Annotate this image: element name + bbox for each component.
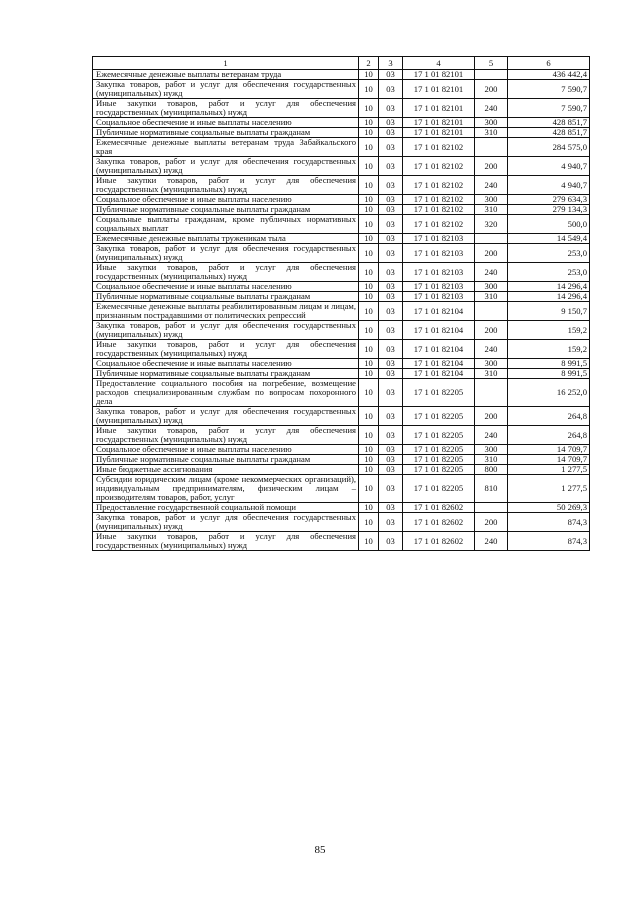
- cell-section: 10: [359, 234, 379, 244]
- cell-subsection: 03: [379, 263, 403, 282]
- cell-amount: 14 296,4: [508, 282, 590, 292]
- cell-section: 10: [359, 407, 379, 426]
- cell-subsection: 03: [379, 426, 403, 445]
- cell-expense-type: 200: [475, 80, 508, 99]
- cell-name: Ежемесячные денежные выплаты реабилитированным лицам и лицам, признанным пострадавшими от политических репрессий: [93, 302, 359, 321]
- cell-target-code: 17 1 01 82102: [403, 176, 475, 195]
- cell-name: Ежемесячные денежные выплаты труженикам тыла: [93, 234, 359, 244]
- cell-amount: 428 851,7: [508, 118, 590, 128]
- cell-name: Публичные нормативные социальные выплаты гражданам: [93, 455, 359, 465]
- cell-amount: 500,0: [508, 215, 590, 234]
- cell-subsection: 03: [379, 359, 403, 369]
- cell-target-code: 17 1 01 82602: [403, 513, 475, 532]
- cell-expense-type: 310: [475, 292, 508, 302]
- cell-target-code: 17 1 01 82104: [403, 340, 475, 359]
- table-row: [93, 407, 590, 426]
- cell-expense-type: 240: [475, 532, 508, 551]
- cell-name: Иные бюджетные ассигнования: [93, 465, 359, 475]
- table-header: [93, 57, 590, 70]
- cell-amount: 9 150,7: [508, 302, 590, 321]
- cell-name: Закупка товаров, работ и услуг для обеспечения государственных (муниципальных) нужд: [93, 157, 359, 176]
- cell-expense-type: [475, 302, 508, 321]
- header-col-3: 3: [379, 57, 403, 70]
- cell-subsection: 03: [379, 138, 403, 157]
- cell-expense-type: 200: [475, 244, 508, 263]
- cell-target-code: 17 1 01 82101: [403, 118, 475, 128]
- cell-name: Социальное обеспечение и иные выплаты населению: [93, 359, 359, 369]
- cell-expense-type: 240: [475, 340, 508, 359]
- cell-subsection: 03: [379, 70, 403, 80]
- cell-amount: 284 575,0: [508, 138, 590, 157]
- cell-subsection: 03: [379, 513, 403, 532]
- cell-section: 10: [359, 282, 379, 292]
- table-row: [93, 503, 590, 513]
- cell-amount: 279 634,3: [508, 195, 590, 205]
- cell-amount: 874,3: [508, 513, 590, 532]
- cell-expense-type: 300: [475, 282, 508, 292]
- cell-name: Предоставление государственной социальной помощи: [93, 503, 359, 513]
- cell-target-code: 17 1 01 82104: [403, 369, 475, 379]
- table-row: [93, 195, 590, 205]
- cell-name: Иные закупки товаров, работ и услуг для обеспечения государственных (муниципальных) нужд: [93, 99, 359, 118]
- cell-name: Социальное обеспечение и иные выплаты населению: [93, 118, 359, 128]
- cell-amount: 4 940,7: [508, 157, 590, 176]
- cell-target-code: 17 1 01 82103: [403, 234, 475, 244]
- cell-expense-type: [475, 70, 508, 80]
- cell-amount: 14 549,4: [508, 234, 590, 244]
- cell-name: Закупка товаров, работ и услуг для обеспечения государственных (муниципальных) нужд: [93, 321, 359, 340]
- cell-expense-type: 200: [475, 513, 508, 532]
- cell-section: 10: [359, 445, 379, 455]
- cell-amount: 253,0: [508, 263, 590, 282]
- cell-subsection: 03: [379, 503, 403, 513]
- cell-expense-type: 300: [475, 445, 508, 455]
- cell-amount: 14 709,7: [508, 445, 590, 455]
- page-number: 85: [314, 844, 326, 856]
- cell-expense-type: 300: [475, 359, 508, 369]
- cell-subsection: 03: [379, 176, 403, 195]
- cell-target-code: 17 1 01 82102: [403, 205, 475, 215]
- cell-section: 10: [359, 455, 379, 465]
- cell-expense-type: 240: [475, 426, 508, 445]
- cell-section: 10: [359, 80, 379, 99]
- cell-name: Иные закупки товаров, работ и услуг для обеспечения государственных (муниципальных) нужд: [93, 176, 359, 195]
- cell-subsection: 03: [379, 321, 403, 340]
- cell-name: Социальное обеспечение и иные выплаты населению: [93, 445, 359, 455]
- cell-section: 10: [359, 244, 379, 263]
- cell-name: Ежемесячные денежные выплаты ветеранам труда Забайкальского края: [93, 138, 359, 157]
- cell-section: 10: [359, 215, 379, 234]
- cell-target-code: 17 1 01 82104: [403, 321, 475, 340]
- table-row: [93, 379, 590, 407]
- cell-amount: 7 590,7: [508, 99, 590, 118]
- cell-target-code: 17 1 01 82205: [403, 475, 475, 503]
- cell-name: Закупка товаров, работ и услуг для обеспечения государственных (муниципальных) нужд: [93, 80, 359, 99]
- cell-name: Предоставление социального пособия на погребение, возмещение расходов специализированным службам по вопросам похоронного дела: [93, 379, 359, 407]
- cell-target-code: 17 1 01 82103: [403, 244, 475, 263]
- cell-expense-type: 200: [475, 407, 508, 426]
- cell-section: 10: [359, 321, 379, 340]
- cell-subsection: 03: [379, 215, 403, 234]
- table-row: [93, 532, 590, 551]
- cell-name: Социальное обеспечение и иные выплаты населению: [93, 195, 359, 205]
- table-row: [93, 321, 590, 340]
- cell-expense-type: [475, 379, 508, 407]
- cell-subsection: 03: [379, 205, 403, 215]
- cell-expense-type: 300: [475, 195, 508, 205]
- cell-target-code: 17 1 01 82602: [403, 532, 475, 551]
- cell-section: 10: [359, 465, 379, 475]
- cell-expense-type: [475, 138, 508, 157]
- cell-subsection: 03: [379, 475, 403, 503]
- table-row: [93, 359, 590, 369]
- table-row: [93, 292, 590, 302]
- cell-target-code: 17 1 01 82205: [403, 407, 475, 426]
- cell-target-code: 17 1 01 82102: [403, 138, 475, 157]
- cell-expense-type: 240: [475, 263, 508, 282]
- cell-subsection: 03: [379, 340, 403, 359]
- cell-section: 10: [359, 263, 379, 282]
- cell-target-code: 17 1 01 82101: [403, 99, 475, 118]
- cell-section: 10: [359, 426, 379, 445]
- budget-table: [92, 56, 590, 551]
- cell-section: 10: [359, 359, 379, 369]
- cell-amount: 4 940,7: [508, 176, 590, 195]
- cell-subsection: 03: [379, 80, 403, 99]
- cell-amount: 1 277,5: [508, 475, 590, 503]
- cell-amount: 436 442,4: [508, 70, 590, 80]
- cell-expense-type: 240: [475, 176, 508, 195]
- cell-subsection: 03: [379, 282, 403, 292]
- cell-target-code: 17 1 01 82103: [403, 282, 475, 292]
- cell-target-code: 17 1 01 82205: [403, 465, 475, 475]
- cell-subsection: 03: [379, 407, 403, 426]
- cell-expense-type: 310: [475, 128, 508, 138]
- table-row: [93, 118, 590, 128]
- cell-amount: 14 709,7: [508, 455, 590, 465]
- cell-target-code: 17 1 01 82205: [403, 445, 475, 455]
- cell-target-code: 17 1 01 82205: [403, 455, 475, 465]
- header-col-2: 2: [359, 57, 379, 70]
- cell-section: 10: [359, 292, 379, 302]
- table-row: [93, 244, 590, 263]
- header-row: [93, 57, 590, 70]
- cell-target-code: 17 1 01 82101: [403, 80, 475, 99]
- cell-target-code: 17 1 01 82205: [403, 426, 475, 445]
- cell-section: 10: [359, 379, 379, 407]
- cell-expense-type: 300: [475, 118, 508, 128]
- cell-name: Публичные нормативные социальные выплаты гражданам: [93, 128, 359, 138]
- cell-expense-type: 800: [475, 465, 508, 475]
- cell-amount: 8 991,5: [508, 369, 590, 379]
- cell-subsection: 03: [379, 99, 403, 118]
- cell-name: Ежемесячные денежные выплаты ветеранам труда: [93, 70, 359, 80]
- cell-expense-type: 240: [475, 99, 508, 118]
- cell-section: 10: [359, 157, 379, 176]
- cell-amount: 253,0: [508, 244, 590, 263]
- cell-name: Социальные выплаты гражданам, кроме публичных нормативных социальных выплат: [93, 215, 359, 234]
- cell-subsection: 03: [379, 195, 403, 205]
- cell-name: Субсидии юридическим лицам (кроме некоммерческих организаций), индивидуальным предпринимателям, физическим лицам – производителям товаров, работ, услуг: [93, 475, 359, 503]
- cell-expense-type: 200: [475, 321, 508, 340]
- cell-expense-type: 320: [475, 215, 508, 234]
- cell-target-code: 17 1 01 82205: [403, 379, 475, 407]
- table-row: [93, 70, 590, 80]
- cell-target-code: 17 1 01 82102: [403, 215, 475, 234]
- cell-subsection: 03: [379, 118, 403, 128]
- cell-subsection: 03: [379, 292, 403, 302]
- cell-name: Социальное обеспечение и иные выплаты населению: [93, 282, 359, 292]
- table-row: [93, 157, 590, 176]
- cell-name: Иные закупки товаров, работ и услуг для обеспечения государственных (муниципальных) нужд: [93, 263, 359, 282]
- cell-amount: 159,2: [508, 340, 590, 359]
- cell-expense-type: [475, 234, 508, 244]
- cell-amount: 7 590,7: [508, 80, 590, 99]
- cell-name: Публичные нормативные социальные выплаты гражданам: [93, 369, 359, 379]
- cell-section: 10: [359, 118, 379, 128]
- cell-expense-type: 810: [475, 475, 508, 503]
- cell-expense-type: 310: [475, 369, 508, 379]
- header-col-4: 4: [403, 57, 475, 70]
- cell-amount: 14 296,4: [508, 292, 590, 302]
- cell-target-code: 17 1 01 82101: [403, 70, 475, 80]
- cell-amount: 264,8: [508, 407, 590, 426]
- cell-name: Закупка товаров, работ и услуг для обеспечения государственных (муниципальных) нужд: [93, 513, 359, 532]
- cell-section: 10: [359, 128, 379, 138]
- table-row: [93, 176, 590, 195]
- table-row: [93, 138, 590, 157]
- table-row: [93, 128, 590, 138]
- header-col-1: 1: [93, 57, 359, 70]
- cell-subsection: 03: [379, 532, 403, 551]
- table-row: [93, 513, 590, 532]
- table-row: [93, 465, 590, 475]
- cell-section: 10: [359, 340, 379, 359]
- cell-expense-type: [475, 503, 508, 513]
- cell-expense-type: 200: [475, 157, 508, 176]
- cell-amount: 159,2: [508, 321, 590, 340]
- header-col-5: 5: [475, 57, 508, 70]
- cell-subsection: 03: [379, 445, 403, 455]
- cell-name: Иные закупки товаров, работ и услуг для обеспечения государственных (муниципальных) нужд: [93, 532, 359, 551]
- cell-subsection: 03: [379, 455, 403, 465]
- table-row: [93, 99, 590, 118]
- cell-name: Публичные нормативные социальные выплаты гражданам: [93, 292, 359, 302]
- cell-target-code: 17 1 01 82103: [403, 292, 475, 302]
- table-row: [93, 369, 590, 379]
- table-row: [93, 426, 590, 445]
- cell-name: Иные закупки товаров, работ и услуг для обеспечения государственных (муниципальных) нужд: [93, 426, 359, 445]
- cell-subsection: 03: [379, 128, 403, 138]
- cell-name: Закупка товаров, работ и услуг для обеспечения государственных (муниципальных) нужд: [93, 407, 359, 426]
- cell-section: 10: [359, 205, 379, 215]
- cell-section: 10: [359, 99, 379, 118]
- cell-target-code: 17 1 01 82101: [403, 128, 475, 138]
- cell-section: 10: [359, 195, 379, 205]
- cell-target-code: 17 1 01 82104: [403, 359, 475, 369]
- cell-subsection: 03: [379, 244, 403, 263]
- cell-name: Закупка товаров, работ и услуг для обеспечения государственных (муниципальных) нужд: [93, 244, 359, 263]
- table-row: [93, 445, 590, 455]
- cell-section: 10: [359, 503, 379, 513]
- table-row: [93, 80, 590, 99]
- cell-amount: 16 252,0: [508, 379, 590, 407]
- cell-amount: 279 134,3: [508, 205, 590, 215]
- cell-amount: 1 277,5: [508, 465, 590, 475]
- cell-subsection: 03: [379, 302, 403, 321]
- cell-amount: 428 851,7: [508, 128, 590, 138]
- cell-section: 10: [359, 513, 379, 532]
- cell-subsection: 03: [379, 157, 403, 176]
- cell-target-code: 17 1 01 82104: [403, 302, 475, 321]
- cell-section: 10: [359, 532, 379, 551]
- cell-subsection: 03: [379, 465, 403, 475]
- cell-subsection: 03: [379, 369, 403, 379]
- table-row: [93, 340, 590, 359]
- cell-section: 10: [359, 138, 379, 157]
- table-row: [93, 205, 590, 215]
- cell-subsection: 03: [379, 379, 403, 407]
- cell-expense-type: 310: [475, 205, 508, 215]
- cell-section: 10: [359, 475, 379, 503]
- cell-target-code: 17 1 01 82602: [403, 503, 475, 513]
- cell-expense-type: 310: [475, 455, 508, 465]
- cell-amount: 8 991,5: [508, 359, 590, 369]
- table-body: [93, 70, 590, 551]
- cell-target-code: 17 1 01 82102: [403, 157, 475, 176]
- header-col-6: 6: [508, 57, 590, 70]
- table-row: [93, 282, 590, 292]
- cell-amount: 50 269,3: [508, 503, 590, 513]
- cell-amount: 264,8: [508, 426, 590, 445]
- cell-section: 10: [359, 302, 379, 321]
- cell-target-code: 17 1 01 82103: [403, 263, 475, 282]
- cell-name: Иные закупки товаров, работ и услуг для обеспечения государственных (муниципальных) нужд: [93, 340, 359, 359]
- cell-section: 10: [359, 176, 379, 195]
- table-row: [93, 302, 590, 321]
- cell-amount: 874,3: [508, 532, 590, 551]
- table-row: [93, 234, 590, 244]
- cell-target-code: 17 1 01 82102: [403, 195, 475, 205]
- table-row: [93, 215, 590, 234]
- table-row: [93, 455, 590, 465]
- cell-section: 10: [359, 70, 379, 80]
- table-row: [93, 263, 590, 282]
- cell-subsection: 03: [379, 234, 403, 244]
- table-row: [93, 475, 590, 503]
- cell-section: 10: [359, 369, 379, 379]
- cell-name: Публичные нормативные социальные выплаты гражданам: [93, 205, 359, 215]
